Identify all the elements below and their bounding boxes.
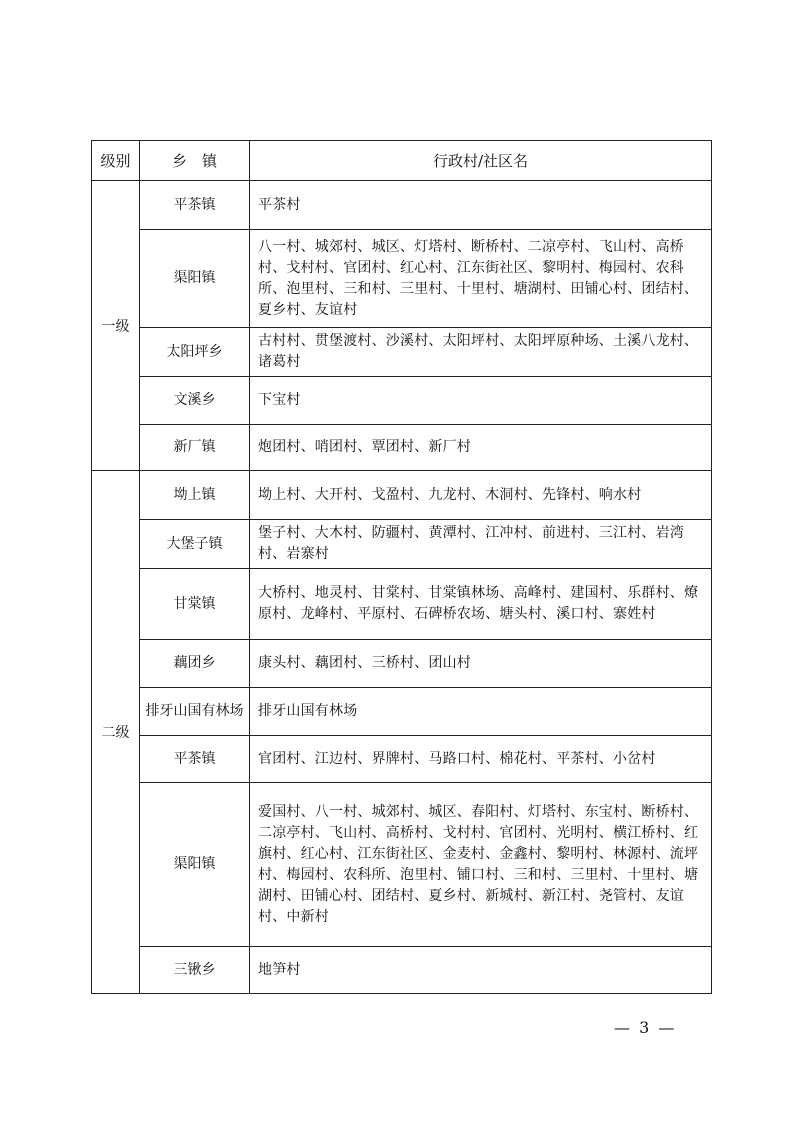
- villages-cell: 大桥村、地灵村、甘棠村、甘棠镇林场、高峰村、建国村、乐群村、燎原村、龙峰村、平原村、石碑桥农场、塘头村、溪口村、寨姓村: [250, 569, 712, 640]
- villages-cell: 平茶村: [250, 181, 712, 230]
- town-cell: 渠阳镇: [140, 230, 250, 328]
- town-cell: 平茶镇: [140, 181, 250, 230]
- table-row: [92, 688, 712, 736]
- table-row: [92, 947, 712, 994]
- table-row: [92, 471, 712, 520]
- table-row: [92, 569, 712, 640]
- town-cell: 排牙山国有林场: [140, 688, 250, 736]
- villages-cell: 下宝村: [250, 377, 712, 425]
- table-row: [92, 377, 712, 425]
- villages-cell: 八一村、城郊村、城区、灯塔村、断桥村、二凉亭村、飞山村、高桥村、戈村村、官团村、红心村、江东街社区、黎明村、梅园村、农科所、泡里村、三和村、三里村、十里村、塘湖村、田铺心村、团结村、夏乡村、友谊村: [250, 230, 712, 328]
- villages-cell: 康头村、藕团村、三桥村、团山村: [250, 640, 712, 688]
- table-row: [92, 640, 712, 688]
- town-cell: 新厂镇: [140, 425, 250, 471]
- village-classification-table: [91, 140, 712, 994]
- town-cell: 藕团乡: [140, 640, 250, 688]
- level-cell: 二级: [92, 471, 140, 994]
- villages-cell: 古村村、贯堡渡村、沙溪村、太阳坪村、太阳坪原种场、土溪八龙村、诸葛村: [250, 328, 712, 377]
- town-cell: 文溪乡: [140, 377, 250, 425]
- villages-cell: 排牙山国有林场: [250, 688, 712, 736]
- villages-cell: 地笋村: [250, 947, 712, 994]
- town-cell: 大堡子镇: [140, 520, 250, 569]
- table-row: [92, 520, 712, 569]
- page-number: — 3 —: [614, 1018, 677, 1037]
- town-cell: 三锹乡: [140, 947, 250, 994]
- town-cell: 渠阳镇: [140, 783, 250, 947]
- town-cell: 坳上镇: [140, 471, 250, 520]
- villages-cell: 堡子村、大木村、防疆村、黄潭村、江冲村、前进村、三江村、岩湾村、岩寨村: [250, 520, 712, 569]
- header-villages: 行政村/社区名: [250, 141, 712, 181]
- header-town: 乡 镇: [140, 141, 250, 181]
- villages-cell: 官团村、江边村、界牌村、马路口村、棉花村、平茶村、小岔村: [250, 736, 712, 783]
- town-cell: 甘棠镇: [140, 569, 250, 640]
- table-header-row: [92, 141, 712, 181]
- table-row: [92, 328, 712, 377]
- villages-cell: 炮团村、哨团村、覃团村、新厂村: [250, 425, 712, 471]
- villages-cell: 爱国村、八一村、城郊村、城区、春阳村、灯塔村、东宝村、断桥村、二凉亭村、飞山村、高桥村、戈村村、官团村、光明村、横江桥村、红旗村、红心村、江东街社区、金麦村、金鑫村、黎明村、林源村、流坪村、梅园村、农科所、泡里村、铺口村、三和村、三里村、十里村、塘湖村、田铺心村、团结村、夏乡村、新城村、新江村、尧管村、友谊村、中新村: [250, 783, 712, 947]
- villages-cell: 坳上村、大开村、戈盈村、九龙村、木洞村、先锋村、响水村: [250, 471, 712, 520]
- header-level: 级别: [92, 141, 140, 181]
- table-row: [92, 230, 712, 328]
- town-cell: 太阳坪乡: [140, 328, 250, 377]
- table-row: [92, 181, 712, 230]
- table-row: [92, 783, 712, 947]
- level-cell: 一级: [92, 181, 140, 471]
- table-row: [92, 425, 712, 471]
- town-cell: 平茶镇: [140, 736, 250, 783]
- table-row: [92, 736, 712, 783]
